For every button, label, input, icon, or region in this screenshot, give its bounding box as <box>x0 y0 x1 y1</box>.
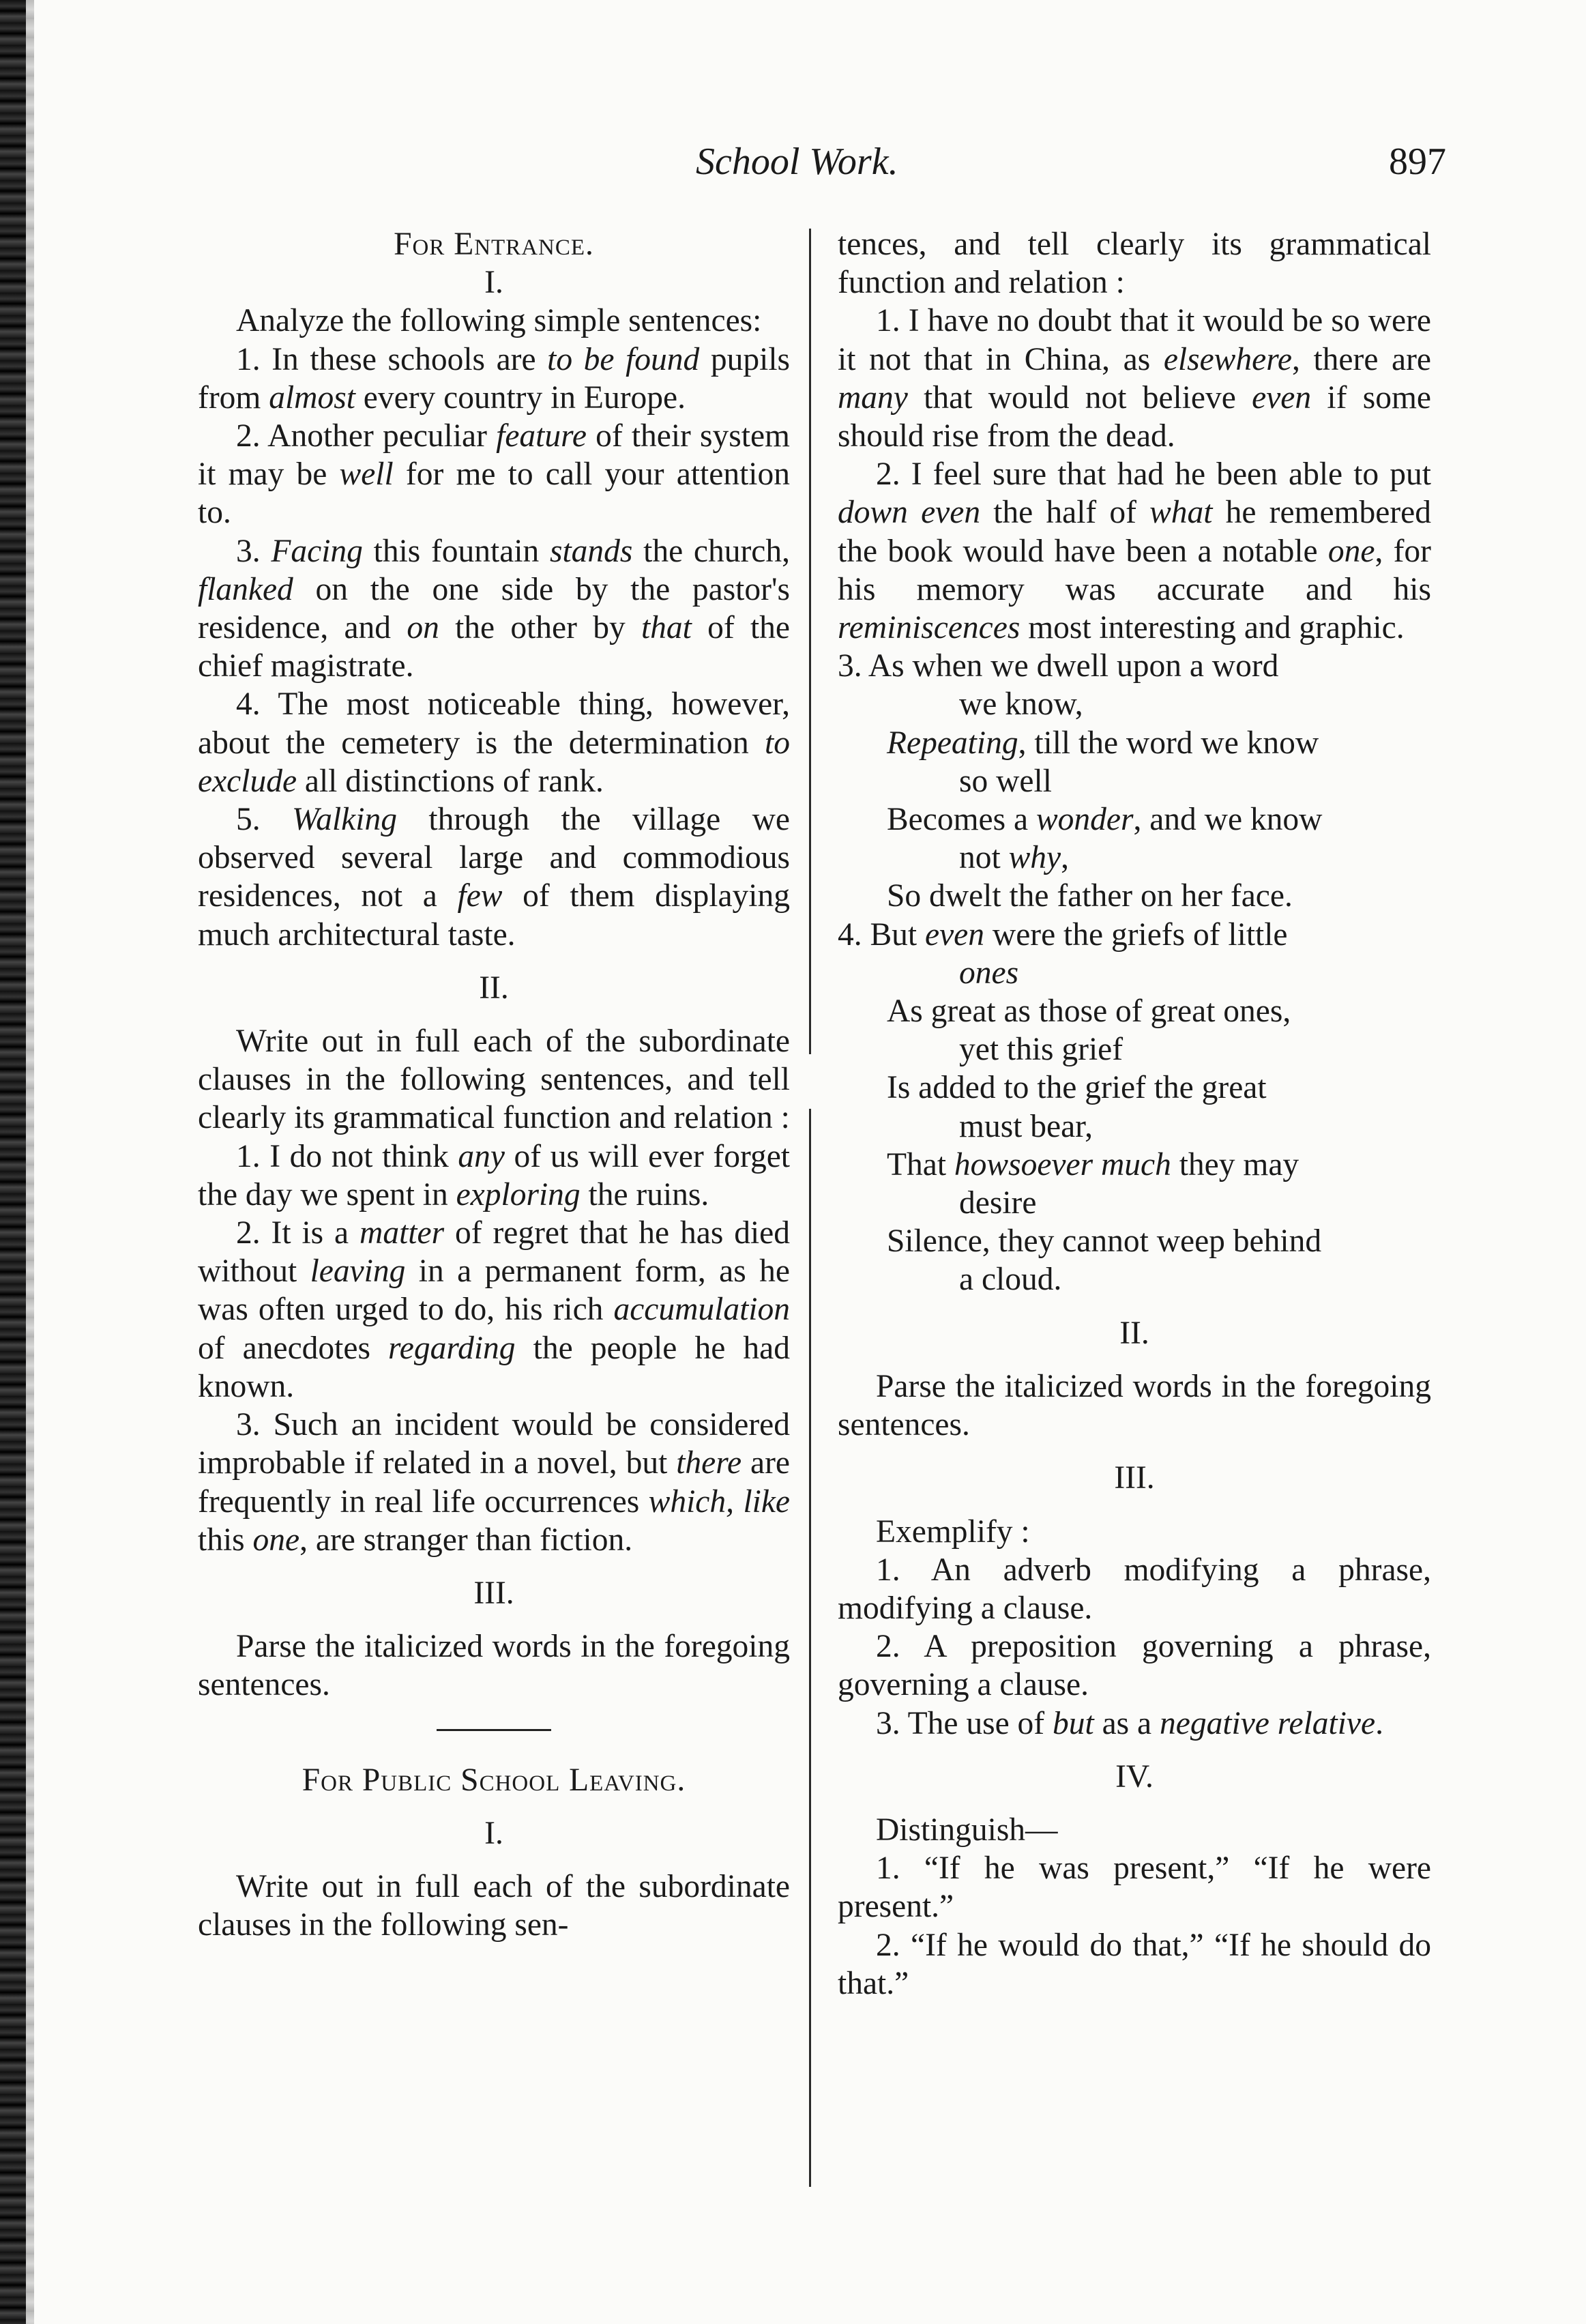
section-intro: Exemplify : <box>876 1513 1030 1550</box>
sentence-item: 1. I have no doubt that it would be so were it not that in China, as elsewhere, there are many that would not believe even if some should rise from the dead. <box>838 303 1432 454</box>
section-numeral: II. <box>479 970 509 1006</box>
sentence-item: 5. Walking through the village we observed several large and commodious residences, not a few of them displaying much architectural taste. <box>198 802 791 953</box>
poem-item-3 <box>838 647 1431 915</box>
section-numeral: I. <box>484 1815 503 1851</box>
sentence-item: 3. Facing this fountain stands the church, flanked on the one side by the pastor's residence, and on the other by that of the chief magistrate. <box>198 533 791 684</box>
sentence-item: 3. Such an incident would be considered improbable if related in a novel, but there are frequently in real life occurrences which, like this one, are stranger than fiction. <box>198 1407 791 1558</box>
column-divider-upper <box>809 229 811 1054</box>
section-numeral: IV. <box>1115 1758 1154 1795</box>
sentence-item: 2. A preposition governing a phrase, governing a clause. <box>838 1629 1431 1703</box>
section-intro: Analyze the following simple sentences: <box>236 303 762 339</box>
sentence-item: 2. I feel sure that had he been able to put down even the half of what he remembered the book would have been a notable one, for his memory was accurate and his reminiscences most interesting and graphic. <box>838 456 1431 646</box>
page-gutter-shadow <box>26 0 34 2324</box>
page-header <box>696 140 1446 194</box>
sentence-item: 1. An adverb modifying a phrase, modifying a clause. <box>838 1552 1431 1626</box>
section-numeral: III. <box>473 1575 514 1611</box>
sentence-item: 1. In these schools are to be found pupils from almost every country in Europe. <box>198 341 791 416</box>
sentence-item: 2. Another peculiar feature of their system it may be well for me to call your attention to. <box>198 418 790 531</box>
book-binding-edge <box>0 0 26 2324</box>
public-school-leaving-heading: For Public School Leaving. <box>302 1762 686 1798</box>
sentence-item: 1. “If he was present,” “If he were present.” <box>838 1850 1431 1925</box>
poem-line: That howsoever much they may <box>887 1146 1299 1182</box>
poem-line: As great as those of great ones, <box>887 993 1291 1030</box>
sentence-item: 4. The most noticeable thing, however, about the cemetery is the determination to exclude all distinctions of rank. <box>198 686 790 799</box>
page-number: 897 <box>1389 141 1446 183</box>
poem-line: we know, <box>959 686 1083 723</box>
section-intro: Write out in full each of the subordinate clauses in the following sen- <box>198 1868 790 1943</box>
section-text: Parse the italicized words in the foregoing sentences. <box>198 1629 790 1703</box>
poem-line: 4. But even were the griefs of little <box>838 916 1288 953</box>
poem-line: must bear, <box>959 1108 1093 1144</box>
sentence-item: 1. I do not think any of us will ever forget the day we spent in exploring the ruins. <box>198 1138 790 1212</box>
section-separator-rule <box>437 1729 551 1731</box>
section-intro: Distinguish— <box>876 1812 1058 1848</box>
poem-line: a cloud. <box>959 1262 1062 1298</box>
poem-line: Is added to the grief the great <box>887 1070 1267 1106</box>
sentence-item: 2. It is a matter of regret that he has died without leaving in a permanent form, as he was often urged to do, his rich accumulation of anecdotes regarding the people he had known. <box>198 1215 790 1404</box>
right-column <box>838 225 1431 2003</box>
poem-line: not why, <box>959 840 1069 876</box>
poem-line: desire <box>959 1185 1037 1221</box>
poem-line: ones <box>959 955 1019 991</box>
poem-line: So dwelt the father on her face. <box>887 878 1293 914</box>
poem-line: Becomes a wonder, and we know <box>887 802 1323 838</box>
poem-item-4 <box>838 916 1431 1299</box>
running-title: School Work. <box>696 141 898 183</box>
section-numeral: II. <box>1119 1315 1149 1351</box>
entrance-heading: For Entrance. <box>394 227 594 262</box>
continued-intro: tences, and tell clearly its grammatical function and relation : <box>838 227 1431 301</box>
section-numeral: III. <box>1114 1460 1155 1496</box>
sentence-item: 3. The use of but as a negative relative. <box>876 1705 1383 1741</box>
column-divider-lower <box>809 1109 811 2187</box>
poem-line: 3. As when we dwell upon a word <box>838 648 1279 684</box>
section-intro: Write out in full each of the subordinate clauses in the following sentences, and tell clearly its grammatical function and relation : <box>198 1023 790 1136</box>
poem-line: Repeating, till the word we know <box>887 725 1319 761</box>
section-numeral: I. <box>484 265 503 301</box>
section-text: Parse the italicized words in the foregoing sentences. <box>838 1368 1431 1443</box>
left-column <box>198 225 790 1944</box>
poem-line: Silence, they cannot weep behind <box>887 1223 1322 1260</box>
poem-line: so well <box>959 763 1052 799</box>
sentence-item: 2. “If he would do that,” “If he should do that.” <box>838 1927 1431 2001</box>
poem-line: yet this grief <box>959 1032 1124 1068</box>
